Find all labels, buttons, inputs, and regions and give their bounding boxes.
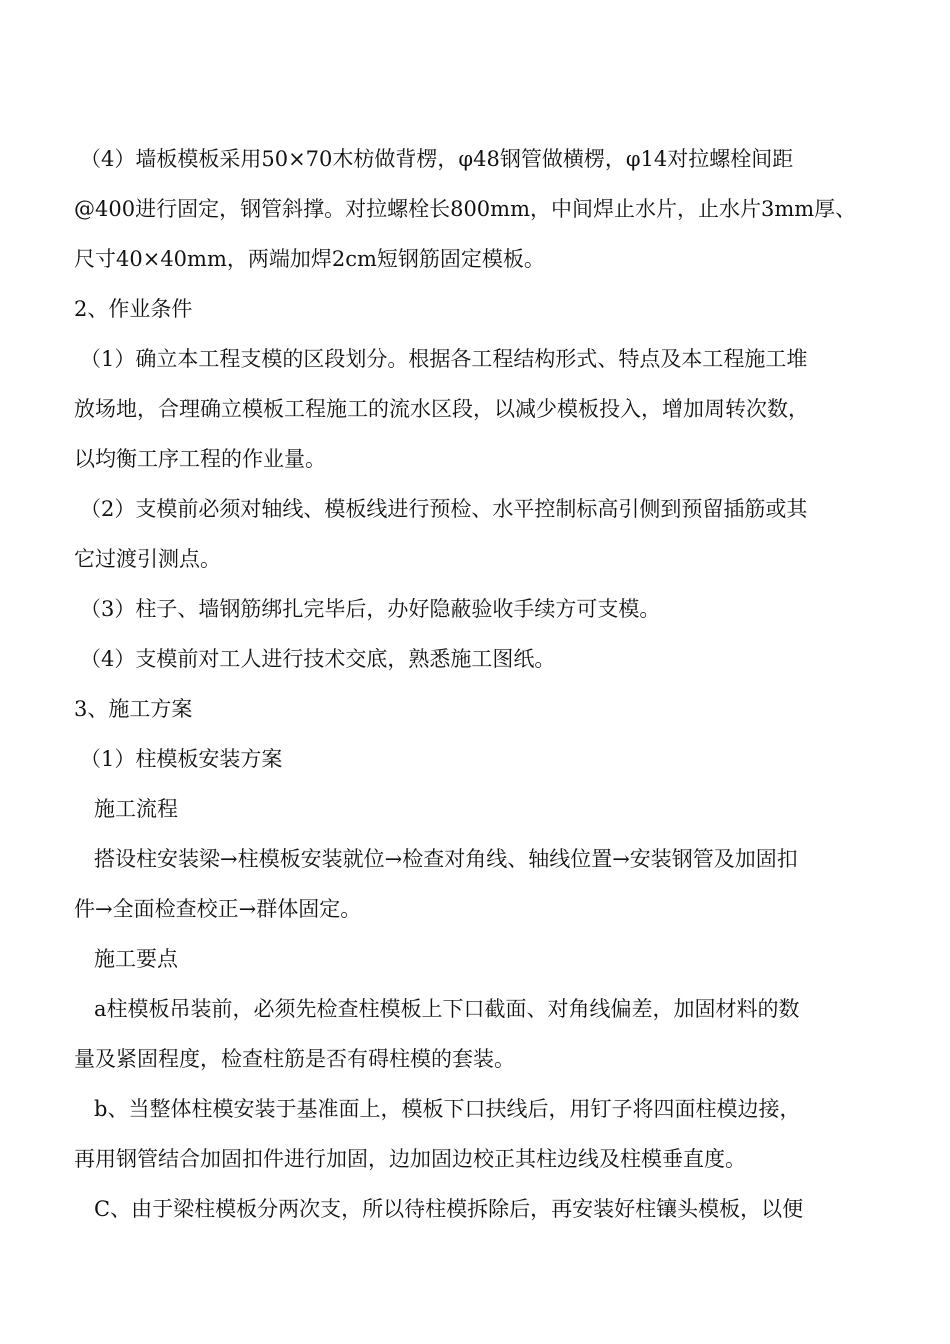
paragraph-line: b、当整体柱模安装于基准面上，模板下口扶线后，用钉子将四面柱模边接， <box>94 1097 801 1121</box>
paragraph-line: （1）确立本工程支模的区段划分。根据各工程结构形式、特点及本工程施工堆 <box>80 347 808 371</box>
paragraph-line: 量及紧固程度，检查柱筋是否有碍柱模的套装。 <box>74 1047 515 1071</box>
paragraph-line: （2）支模前必须对轴线、模板线进行预检、水平控制标高引侧到预留插筋或其 <box>80 497 808 521</box>
section-heading: 2、作业条件 <box>74 297 193 321</box>
paragraph-line: a柱模板吊装前，必须先检查柱模板上下口截面、对角线偏差，加固材料的数 <box>94 997 800 1021</box>
paragraph-line: 再用钢管结合加固扣件进行加固，边加固边校正其柱边线及柱模垂直度。 <box>74 1147 746 1171</box>
paragraph-line: （4）墙板模板采用50×70木枋做背楞，φ48钢管做横楞，φ14对拉螺栓间距 <box>80 147 794 171</box>
subsection-heading: （1）柱模板安装方案 <box>80 747 283 771</box>
paragraph-line: C、由于梁柱模板分两次支，所以待柱模拆除后，再安装好柱镶头模板，以便 <box>94 1197 804 1221</box>
paragraph-line: 放场地，合理确立模板工程施工的流水区段，以减少模板投入，增加周转次数， <box>74 397 809 421</box>
subsection-label: 施工要点 <box>94 947 178 971</box>
paragraph-line: （4）支模前对工人进行技术交底，熟悉施工图纸。 <box>80 647 556 671</box>
paragraph-line: @400进行固定，钢管斜撑。对拉螺栓长800mm，中间焊止水片，止水片3mm厚、 <box>74 197 857 221</box>
paragraph-line: 以均衡工序工程的作业量。 <box>74 447 326 471</box>
paragraph-line: 它过渡引测点。 <box>74 547 221 571</box>
subsection-label: 施工流程 <box>94 797 178 821</box>
paragraph-line: （3）柱子、墙钢筋绑扎完毕后，办好隐蔽验收手续方可支模。 <box>80 597 661 621</box>
section-heading: 3、施工方案 <box>74 697 193 721</box>
paragraph-line: 尺寸40×40mm，两端加焊2cm短钢筋固定模板。 <box>74 247 545 271</box>
paragraph-line: 搭设柱安装梁→柱模板安装就位→检查对角线、轴线位置→安装钢管及加固扣 <box>94 847 798 871</box>
document-body <box>74 134 866 1234</box>
paragraph-line: 件→全面检查校正→群体固定。 <box>74 897 362 921</box>
